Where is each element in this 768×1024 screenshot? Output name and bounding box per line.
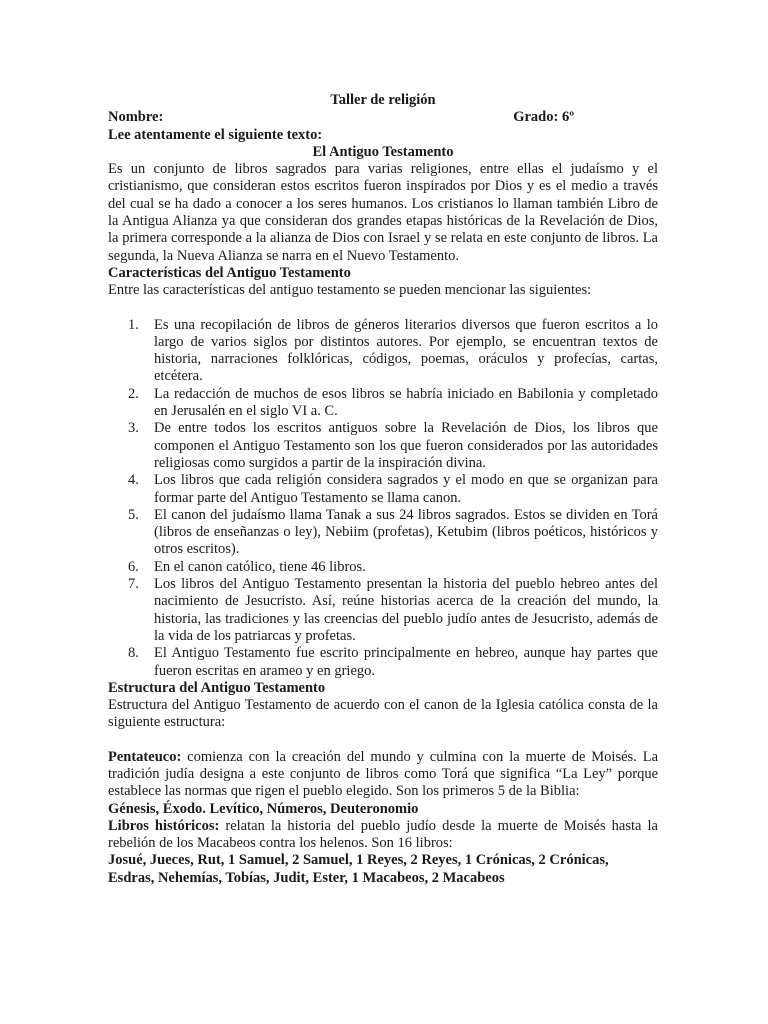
list-item-number: 4. bbox=[128, 472, 139, 489]
list-item-number: 6. bbox=[128, 558, 139, 575]
section-title: El Antiguo Testamento bbox=[312, 143, 454, 160]
spacer bbox=[108, 300, 658, 317]
historicos-label: Libros históricos: bbox=[108, 817, 220, 834]
list-item bbox=[108, 576, 658, 645]
list-item-number: 3. bbox=[128, 420, 139, 437]
spacer bbox=[108, 732, 658, 749]
list-item-text: La redacción de muchos de esos libros se habría iniciado en Babilonia y completado en Jerusalén en el siglo VI a. C. bbox=[154, 385, 658, 420]
list-item-text: Los libros que cada religión considera sagrados y el modo en que se organizan para formar parte del Antiguo Testamento se llama canon. bbox=[154, 472, 658, 506]
pentateuco-books: Génesis, Éxodo. Levítico, Números, Deuteronomio bbox=[108, 800, 419, 817]
list-item-text: Es una recopilación de libros de géneros literarios diversos que fueron escritos a lo largo de varios siglos por distintos autores. Por ejemplo, se encuentran textos de historia, narraciones folklóricas, códigos, poemas, oráculos y profecías, cartas, etcétera. bbox=[154, 316, 658, 385]
list-item-number: 1. bbox=[128, 316, 139, 333]
list-item bbox=[108, 386, 658, 421]
characteristics-heading: Características del Antiguo Testamento bbox=[108, 264, 351, 281]
characteristics-lead: Entre las características del antiguo testamento se pueden mencionar las siguientes: bbox=[108, 282, 592, 299]
pentateuco-paragraph bbox=[108, 749, 658, 801]
historicos-text: relatan la historia del pueblo judío desde la muerte de Moisés hasta la rebelión de los Macabeos contra los helenos. Son 16 libros: bbox=[108, 817, 658, 852]
name-label: Nombre: bbox=[108, 109, 164, 126]
list-item-number: 8. bbox=[128, 645, 139, 662]
document-content bbox=[108, 92, 658, 887]
list-item-text: El Antiguo Testamento fue escrito principalmente en hebreo, aunque hay partes que fueron escritas en arameo y en griego. bbox=[154, 645, 658, 679]
list-item-text: De entre todos los escritos antiguos sobre la Revelación de Dios, los libros que componen el Antiguo Testamento son los que fueron considerados por las autoridades religiosas como surgidos a partir de la inspiración divina. bbox=[154, 420, 658, 471]
list-item-number: 7. bbox=[128, 576, 139, 593]
list-item-number: 5. bbox=[128, 506, 139, 523]
structure-lead: Estructura del Antiguo Testamento de acuerdo con el canon de la Iglesia católica consta de la siguiente estructura: bbox=[108, 697, 658, 731]
list-item-text: Los libros del Antiguo Testamento presentan la historia del pueblo hebreo antes del nacimiento de Jesucristo. Así, reúne historias acerca de la creación del mundo, la historia, las tradiciones y las creencias del pueblo judío antes de Jesucristo, además de la vida de los patriarcas y profetas. bbox=[154, 576, 658, 644]
list-item-number: 2. bbox=[128, 385, 139, 402]
historicos-books: Josué, Jueces, Rut, 1 Samuel, 2 Samuel, 1 Reyes, 2 Reyes, 1 Crónicas, 2 Crónicas, Esdras, Nehemías, Tobías, Judit, Ester, 1 Macabeos, 2 Macabeos bbox=[108, 852, 609, 886]
characteristics-list bbox=[108, 317, 658, 680]
list-item-text: En el canon católico, tiene 46 libros. bbox=[154, 558, 366, 575]
intro-paragraph: Es un conjunto de libros sagrados para varias religiones, entre ellas el judaísmo y el cristianismo, que consideran estos escritos fueron inspirados por Dios y es el medio a través del cual se ha dado a conocer a los seres humanos. Los cristianos lo llaman también Libro de la Antigua Alianza ya que consideran dos grandes etapas históricas de la Revelación de Dios, la primera corresponde a la alianza de Dios con Israel y se relata en este conjunto de libros. La segunda, la Nueva Alianza se narra en el Nuevo Testamento. bbox=[108, 161, 658, 264]
name-grade-row bbox=[108, 109, 658, 126]
document-title: Taller de religión bbox=[330, 92, 436, 108]
list-item bbox=[108, 472, 658, 507]
historicos-paragraph bbox=[108, 818, 658, 853]
list-item-text: El canon del judaísmo llama Tanak a sus 24 libros sagrados. Estos se dividen en Torá (libros de enseñanzas o ley), Nebiim (profetas), Ketubim (libros poéticos, históricos y otros escritos). bbox=[154, 506, 658, 558]
list-item bbox=[108, 559, 658, 576]
instruction-text: Lee atentamente el siguiente texto: bbox=[108, 126, 323, 143]
list-item bbox=[108, 645, 658, 680]
grade-label: Grado: 6º bbox=[513, 109, 574, 126]
pentateuco-text: comienza con la creación del mundo y culmina con la muerte de Moisés. La tradición judía designa a este conjunto de libros como Torá que significa “La Ley” porque establece las normas que rigen el pueblo elegido. Son los primeros 5 de la Biblia: bbox=[108, 748, 658, 800]
pentateuco-label: Pentateuco: bbox=[108, 748, 182, 765]
list-item bbox=[108, 317, 658, 386]
structure-heading: Estructura del Antiguo Testamento bbox=[108, 679, 326, 696]
list-item bbox=[108, 420, 658, 472]
list-item bbox=[108, 507, 658, 559]
